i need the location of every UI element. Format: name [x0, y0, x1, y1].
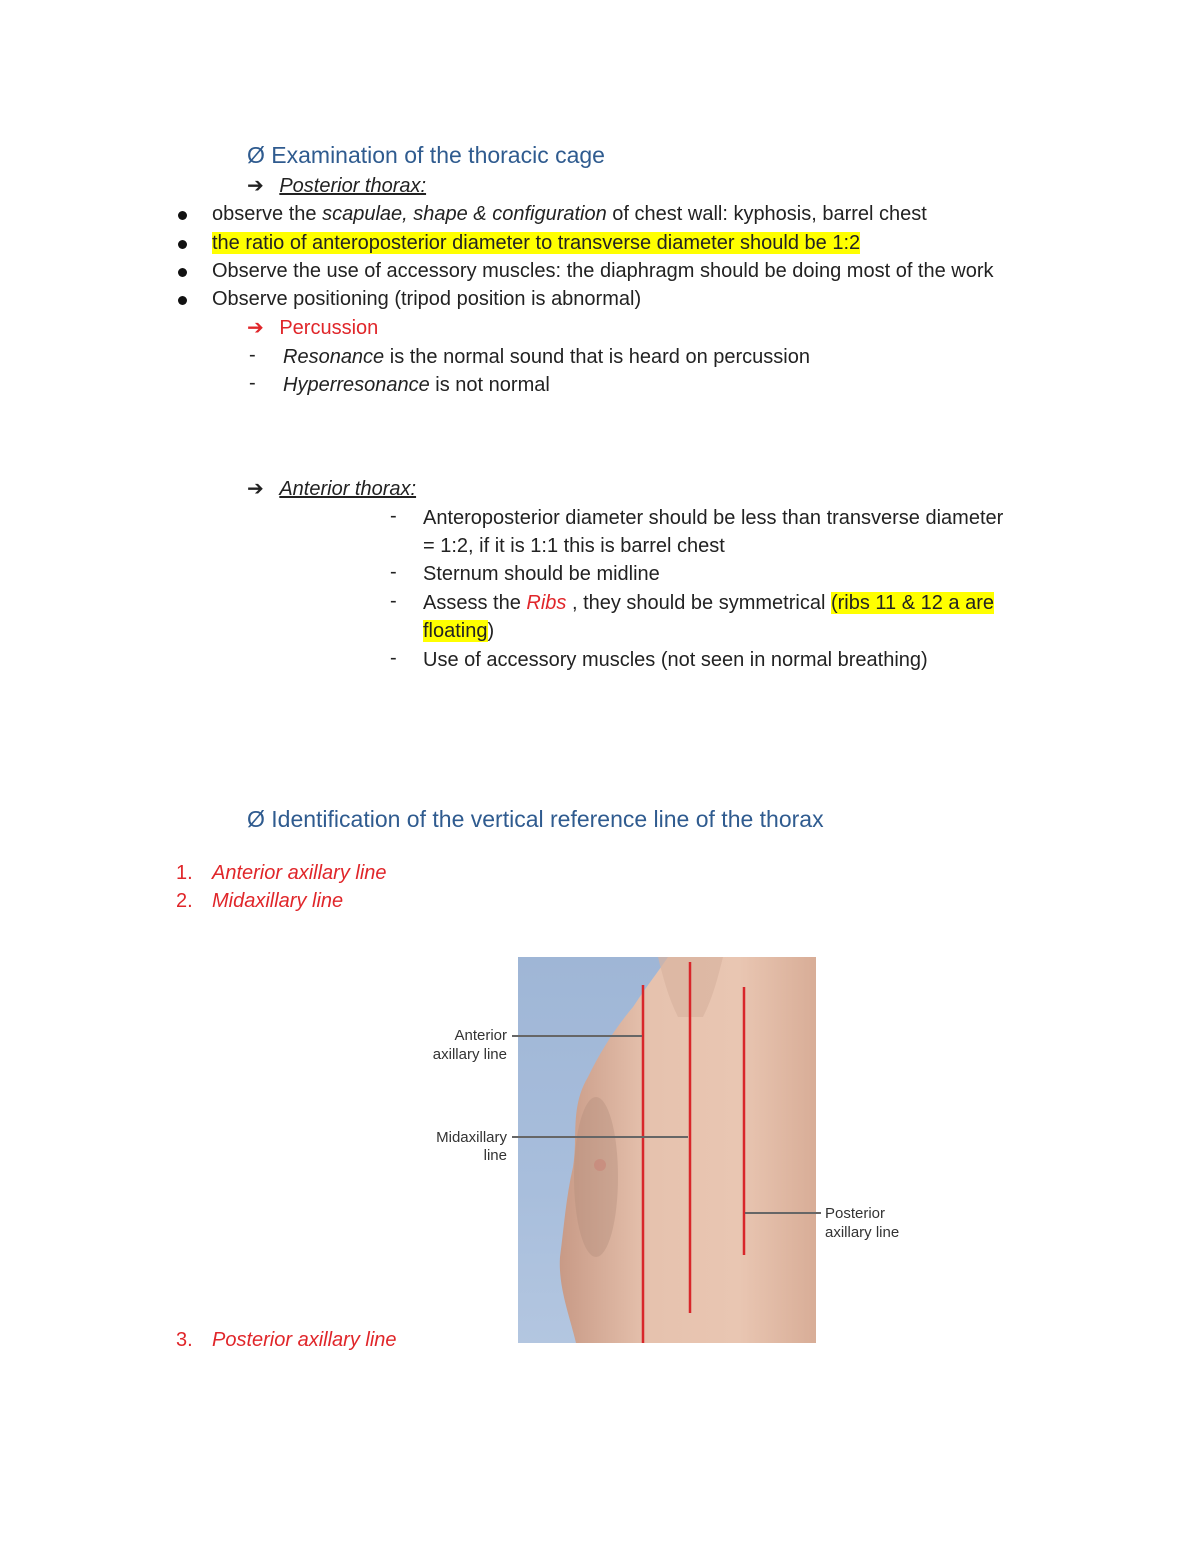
list-number: 1. [176, 862, 193, 884]
leader-mid [512, 1136, 688, 1138]
torso-illustration [518, 957, 816, 1343]
ribs-term: Ribs [526, 592, 567, 614]
hyperresonance-term: Hyperresonance [283, 374, 430, 396]
posterior-bullet-2 [212, 229, 860, 257]
anterior-item-2: Sternum should be midline [423, 563, 660, 585]
ribs-end: ) [487, 620, 495, 642]
list-item-1 [176, 859, 387, 887]
bullet-icon [178, 240, 187, 249]
percussion-item-2 [283, 371, 550, 399]
section-heading-reference-lines: Ø Identification of the vertical reference line of the thorax [247, 806, 824, 832]
bullet-1-pre: observe the [212, 203, 323, 225]
label-posterior-2: axillary line [825, 1224, 900, 1241]
posterior-bullet-3: Observe the use of accessory muscles: the diaphragm should be doing most of the work [212, 260, 994, 282]
bullet-1-italic: scapulae, shape & configuration [322, 203, 607, 225]
anterior-item-1-line-2: = 1:2, if it is 1:1 this is barrel chest [423, 535, 725, 557]
arrow-right-icon: ➔ [247, 478, 264, 500]
label-posterior-1: Posterior [825, 1205, 886, 1222]
list-text: Posterior axillary line [212, 1329, 397, 1351]
posterior-bullet-1 [212, 200, 927, 228]
label-mid-2: line [483, 1147, 507, 1164]
ribs-mid: , they should be symmetrical [566, 592, 831, 614]
anterior-thorax-row [247, 475, 416, 503]
dash-icon: - [390, 505, 397, 527]
arrow-right-icon: ➔ [247, 317, 264, 339]
posterior-bullet-4: Observe positioning (tripod position is abnormal) [212, 288, 642, 310]
anterior-item-3-line-2 [423, 617, 494, 645]
anterior-item-3-line-1 [423, 589, 994, 617]
dash-icon: - [390, 561, 397, 583]
hair-texture [574, 1097, 618, 1257]
list-item-3 [176, 1326, 397, 1354]
label-anterior-2: axillary line [432, 1046, 507, 1063]
bullet-icon [178, 268, 187, 277]
bullet-1-post: of chest wall: kyphosis, barrel chest [606, 203, 927, 225]
posterior-thorax-row [247, 172, 426, 200]
ribs-pre: Assess the [423, 592, 527, 614]
leader-posterior [745, 1212, 821, 1214]
arrow-right-icon: ➔ [247, 175, 264, 197]
bullet-icon [178, 211, 187, 220]
label-mid-1: Midaxillary [436, 1129, 507, 1146]
label-anterior-1: Anterior [454, 1027, 507, 1044]
section-heading-thoracic-cage: Ø Examination of the thoracic cage [247, 142, 605, 168]
dash-icon: - [249, 344, 256, 366]
anterior-item-1-line-1: Anteroposterior diameter should be less than transverse diameter [423, 507, 1004, 529]
nipple [594, 1159, 606, 1171]
percussion-row [247, 314, 378, 342]
dash-icon: - [390, 647, 397, 669]
dash-icon: - [390, 590, 397, 612]
posterior-thorax-label: Posterior thorax: [279, 175, 427, 197]
thorax-reference-line-figure [518, 957, 816, 1343]
list-item-2 [176, 887, 344, 915]
anterior-thorax-label: Anterior thorax: [279, 478, 417, 500]
ribs-highlight-2: floating [423, 620, 488, 642]
resonance-desc: is the normal sound that is heard on percussion [384, 346, 810, 368]
resonance-term: Resonance [283, 346, 385, 368]
bullet-2-highlight: the ratio of anteroposterior diameter to transverse diameter should be 1:2 [212, 232, 861, 254]
dash-icon: - [249, 372, 256, 394]
percussion-item-1 [283, 343, 810, 371]
leader-anterior [512, 1035, 642, 1037]
ribs-highlight-1: (ribs 11 & 12 a are [830, 592, 995, 614]
bullet-icon [178, 296, 187, 305]
anterior-item-4: Use of accessory muscles (not seen in normal breathing) [423, 649, 928, 671]
list-number: 2. [176, 890, 193, 912]
hyperresonance-desc: is not normal [429, 374, 550, 396]
list-number: 3. [176, 1329, 193, 1351]
list-text: Midaxillary line [212, 890, 344, 912]
percussion-label: Percussion [279, 317, 379, 339]
list-text: Anterior axillary line [212, 862, 387, 884]
